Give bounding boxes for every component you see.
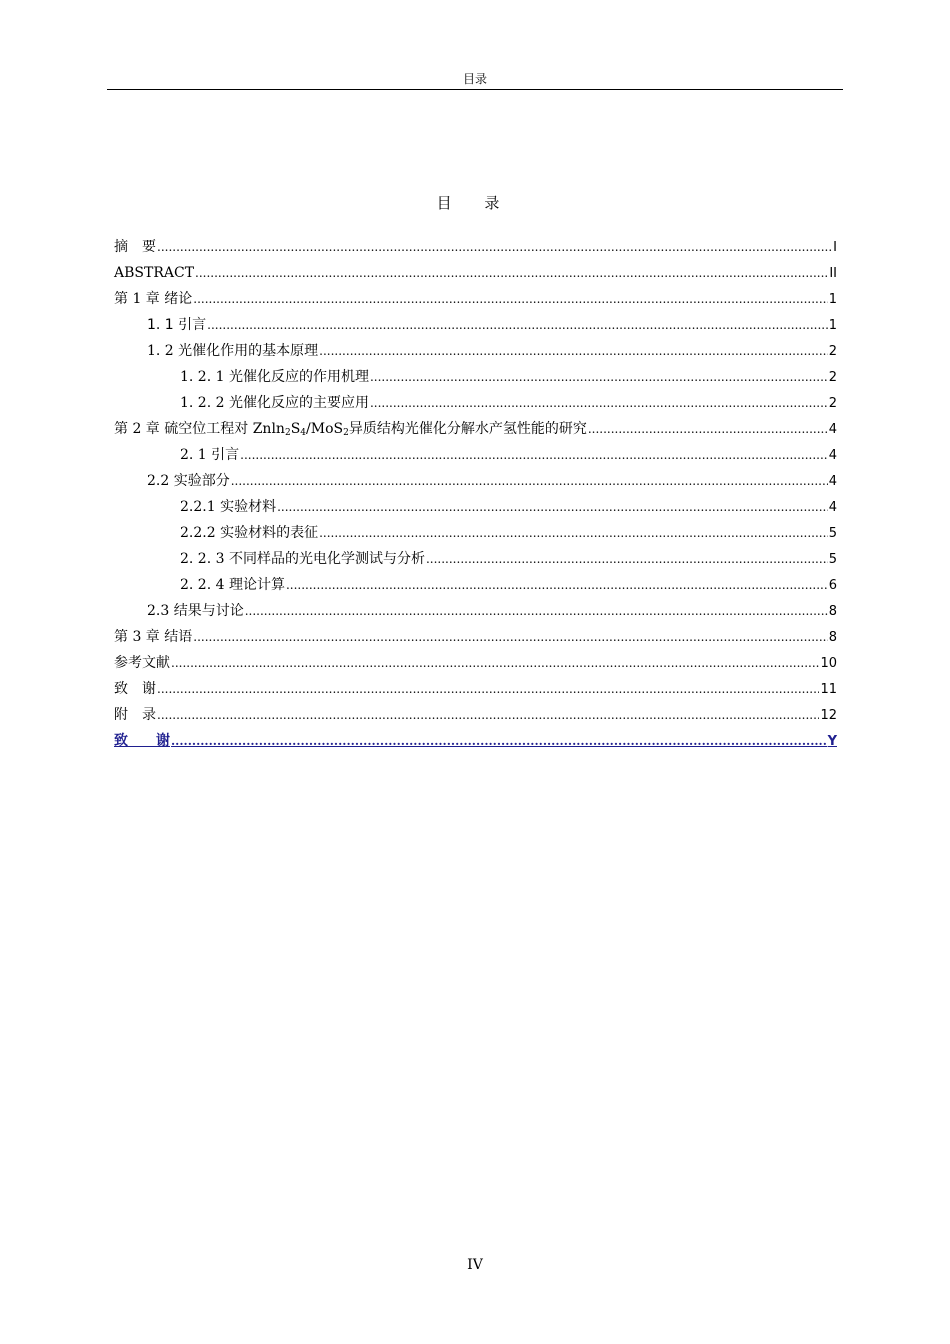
- header-text: 目录: [462, 72, 487, 86]
- toc-entry-2-2-1[interactable]: [114, 494, 837, 520]
- toc-leader: [157, 676, 819, 702]
- toc-entry-acknowledgements[interactable]: [114, 676, 837, 702]
- toc-entry-2-2-4[interactable]: [114, 572, 837, 598]
- toc-entry-page: 4: [828, 448, 837, 463]
- toc-entry-text: 致 谢: [114, 681, 156, 697]
- toc-entry-2-2[interactable]: [114, 468, 837, 494]
- toc-entry-page: 12: [820, 708, 837, 723]
- toc-leader: [207, 312, 828, 338]
- toc-entry-2-1[interactable]: [114, 442, 837, 468]
- toc-leader: [245, 598, 828, 624]
- toc-entry-page: 5: [828, 552, 837, 567]
- toc-entry-1-2[interactable]: [114, 338, 837, 364]
- toc-entry-text: 致 谢: [114, 733, 170, 749]
- toc-entry-text: 2. 2. 4 理论计算: [180, 577, 285, 593]
- toc-leader: [157, 702, 819, 728]
- toc-entry-page: 10: [820, 656, 837, 671]
- toc-entry-page: 11: [820, 682, 837, 697]
- toc-entry-1-2-1[interactable]: [114, 364, 837, 390]
- toc-title: 目 录: [436, 194, 514, 212]
- toc-entry-text: 第 2 章 硫空位工程对 $Znln_2S_4/MoS_2$异质结构光催化分解水产氢性能的研究: [114, 421, 587, 438]
- toc-leader: [240, 442, 828, 468]
- toc-entry-1-2-2[interactable]: [114, 390, 837, 416]
- toc-leader: [231, 468, 828, 494]
- toc-entry-page: I: [833, 240, 837, 255]
- toc-entry-page: 8: [828, 630, 837, 645]
- toc-leader: [171, 650, 819, 676]
- toc-leader: [157, 234, 832, 260]
- toc-entry-text: 第 1 章 绪论: [114, 291, 193, 307]
- toc-entry-chapter-2[interactable]: [114, 416, 837, 442]
- toc-leader: [286, 572, 828, 598]
- toc-entry-text: 参考文献: [114, 655, 170, 671]
- toc-entry-text: 1. 2. 1 光催化反应的作用机理: [180, 369, 369, 385]
- toc-entry-page: 2: [828, 370, 837, 385]
- toc-entry-text: ABSTRACT: [114, 265, 195, 281]
- toc-entry-2-2-2[interactable]: [114, 520, 837, 546]
- toc-entry-abstract-cn[interactable]: [114, 234, 837, 260]
- table-of-contents: [114, 234, 837, 754]
- page-header: [107, 70, 843, 90]
- toc-leader: [171, 728, 827, 754]
- toc-entry-page: 4: [828, 422, 837, 437]
- toc-leader: [277, 494, 828, 520]
- toc-entry-text: 2.3 结果与讨论: [147, 603, 244, 619]
- toc-entry-references[interactable]: [114, 650, 837, 676]
- toc-entry-text: 2. 1 引言: [180, 447, 240, 463]
- toc-leader: [193, 624, 827, 650]
- toc-leader: [319, 338, 828, 364]
- toc-entry-page: 1: [828, 292, 837, 307]
- toc-entry-2-3[interactable]: [114, 598, 837, 624]
- toc-leader: [195, 260, 828, 286]
- toc-entry-text: 1. 2. 2 光催化反应的主要应用: [180, 395, 369, 411]
- toc-entry-page: 4: [828, 474, 837, 489]
- toc-entry-text: 附 录: [114, 707, 156, 723]
- toc-entry-text: 2.2.2 实验材料的表征: [180, 525, 319, 541]
- toc-entry-page: II: [829, 266, 837, 281]
- toc-entry-acknowledgements-link[interactable]: [114, 728, 837, 754]
- toc-entry-page: 8: [828, 604, 837, 619]
- toc-entry-text: 1. 2 光催化作用的基本原理: [147, 343, 319, 359]
- toc-entry-text: 2. 2. 3 不同样品的光电化学测试与分析: [180, 551, 425, 567]
- toc-leader: [193, 286, 827, 312]
- toc-entry-text: 第 3 章 结语: [114, 629, 193, 645]
- toc-entry-2-2-3[interactable]: [114, 546, 837, 572]
- toc-leader: [588, 416, 828, 442]
- toc-entry-text: 摘 要: [114, 239, 156, 255]
- toc-entry-abstract-en[interactable]: [114, 260, 837, 286]
- toc-entry-page: 2: [828, 344, 837, 359]
- toc-leader: [370, 390, 828, 416]
- toc-entry-text: 1. 1 引言: [147, 317, 207, 333]
- toc-leader: [370, 364, 828, 390]
- toc-entry-page: 5: [828, 526, 837, 541]
- toc-leader: [426, 546, 828, 572]
- toc-entry-chapter-1[interactable]: [114, 286, 837, 312]
- toc-entry-text: 2.2 实验部分: [147, 473, 230, 489]
- toc-entry-page: Y: [827, 734, 837, 749]
- toc-entry-1-1[interactable]: [114, 312, 837, 338]
- page-number: IV: [467, 1257, 483, 1273]
- toc-entry-page: 1: [828, 318, 837, 333]
- toc-leader: [319, 520, 828, 546]
- toc-entry-appendix[interactable]: [114, 702, 837, 728]
- toc-entry-text: 2.2.1 实验材料: [180, 499, 277, 515]
- toc-entry-page: 6: [828, 578, 837, 593]
- toc-entry-page: 2: [828, 396, 837, 411]
- toc-entry-page: 4: [828, 500, 837, 515]
- toc-entry-chapter-3[interactable]: [114, 624, 837, 650]
